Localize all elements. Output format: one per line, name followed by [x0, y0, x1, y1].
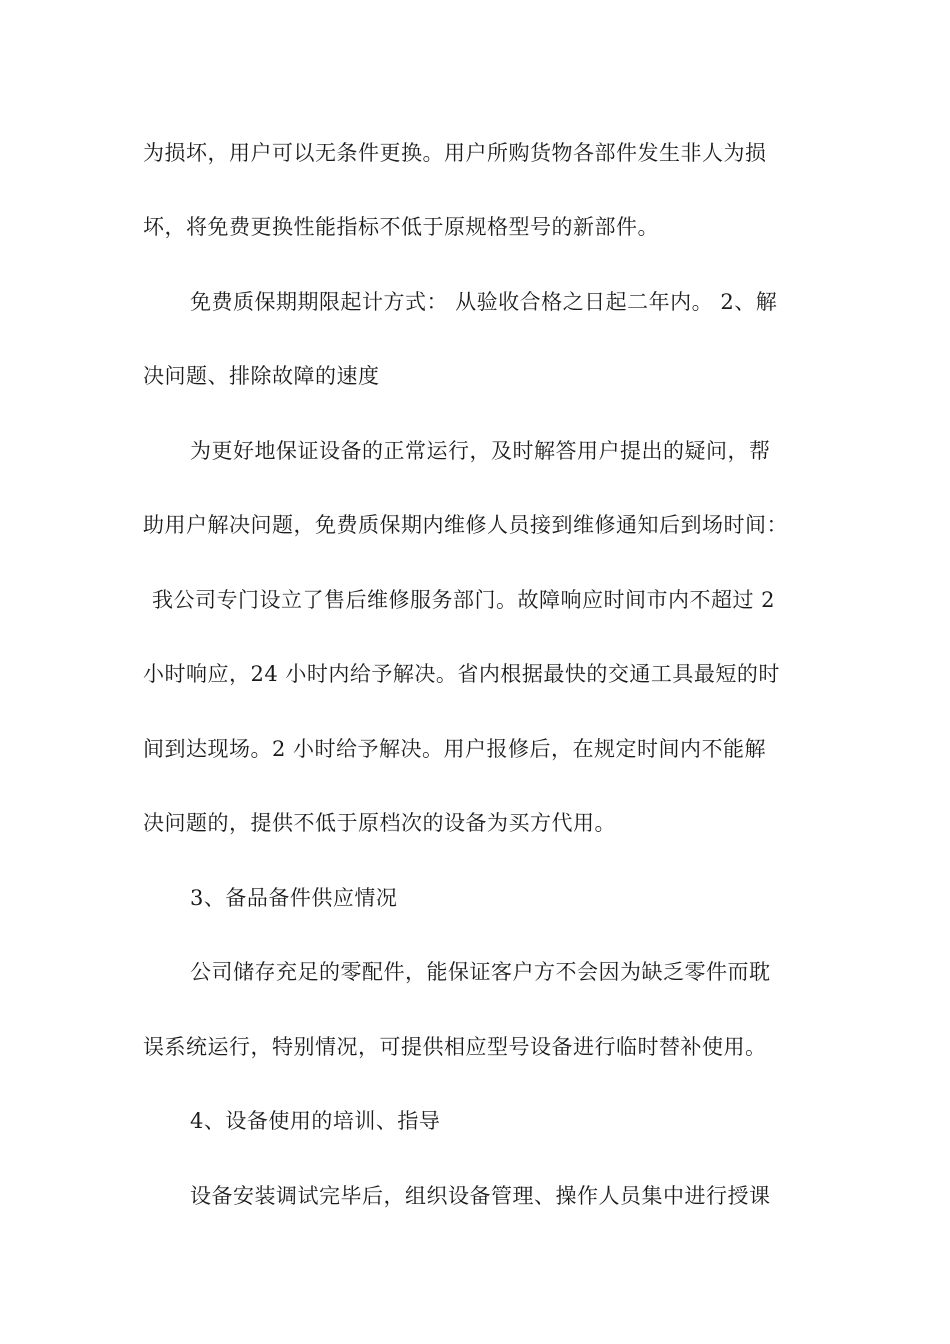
text-line: 坏，将免费更换性能指标不低于原规格型号的新部件。	[143, 215, 659, 239]
text-line: 误系统运行，特别情况，可提供相应型号设备进行临时替补使用。	[143, 1035, 767, 1059]
text-line: 间到达现场。2 小时给予解决。用户报修后，在规定时间内不能解	[143, 737, 767, 761]
section-heading: 4、设备使用的培训、指导	[190, 1109, 441, 1133]
text-line: 为损坏，用户可以无条件更换。用户所购货物各部件发生非人为损	[143, 141, 767, 165]
text-line: 公司储存充足的零配件，能保证客户方不会因为缺乏零件而耽	[190, 960, 771, 984]
text-line: 设备安装调试完毕后，组织设备管理、操作人员集中进行授课	[190, 1184, 771, 1208]
text-line: 决问题、排除故障的速度	[143, 364, 380, 388]
text-line: 助用户解决问题，免费质保期内维修人员接到维修通知后到场时间：	[143, 513, 788, 537]
text-line: 我公司专门设立了售后维修服务部门。故障响应时间市内不超过 2	[152, 588, 776, 612]
text-line: 为更好地保证设备的正常运行，及时解答用户提出的疑问，帮	[190, 439, 771, 463]
text-line: 决问题的，提供不低于原档次的设备为买方代用。	[143, 811, 616, 835]
text-line: 免费质保期期限起计方式： 从验收合格之日起二年内。 2、解	[190, 290, 778, 314]
text-line: 小时响应，24 小时内给予解决。省内根据最快的交通工具最短的时	[143, 662, 780, 686]
section-heading: 3、备品备件供应情况	[190, 886, 398, 910]
